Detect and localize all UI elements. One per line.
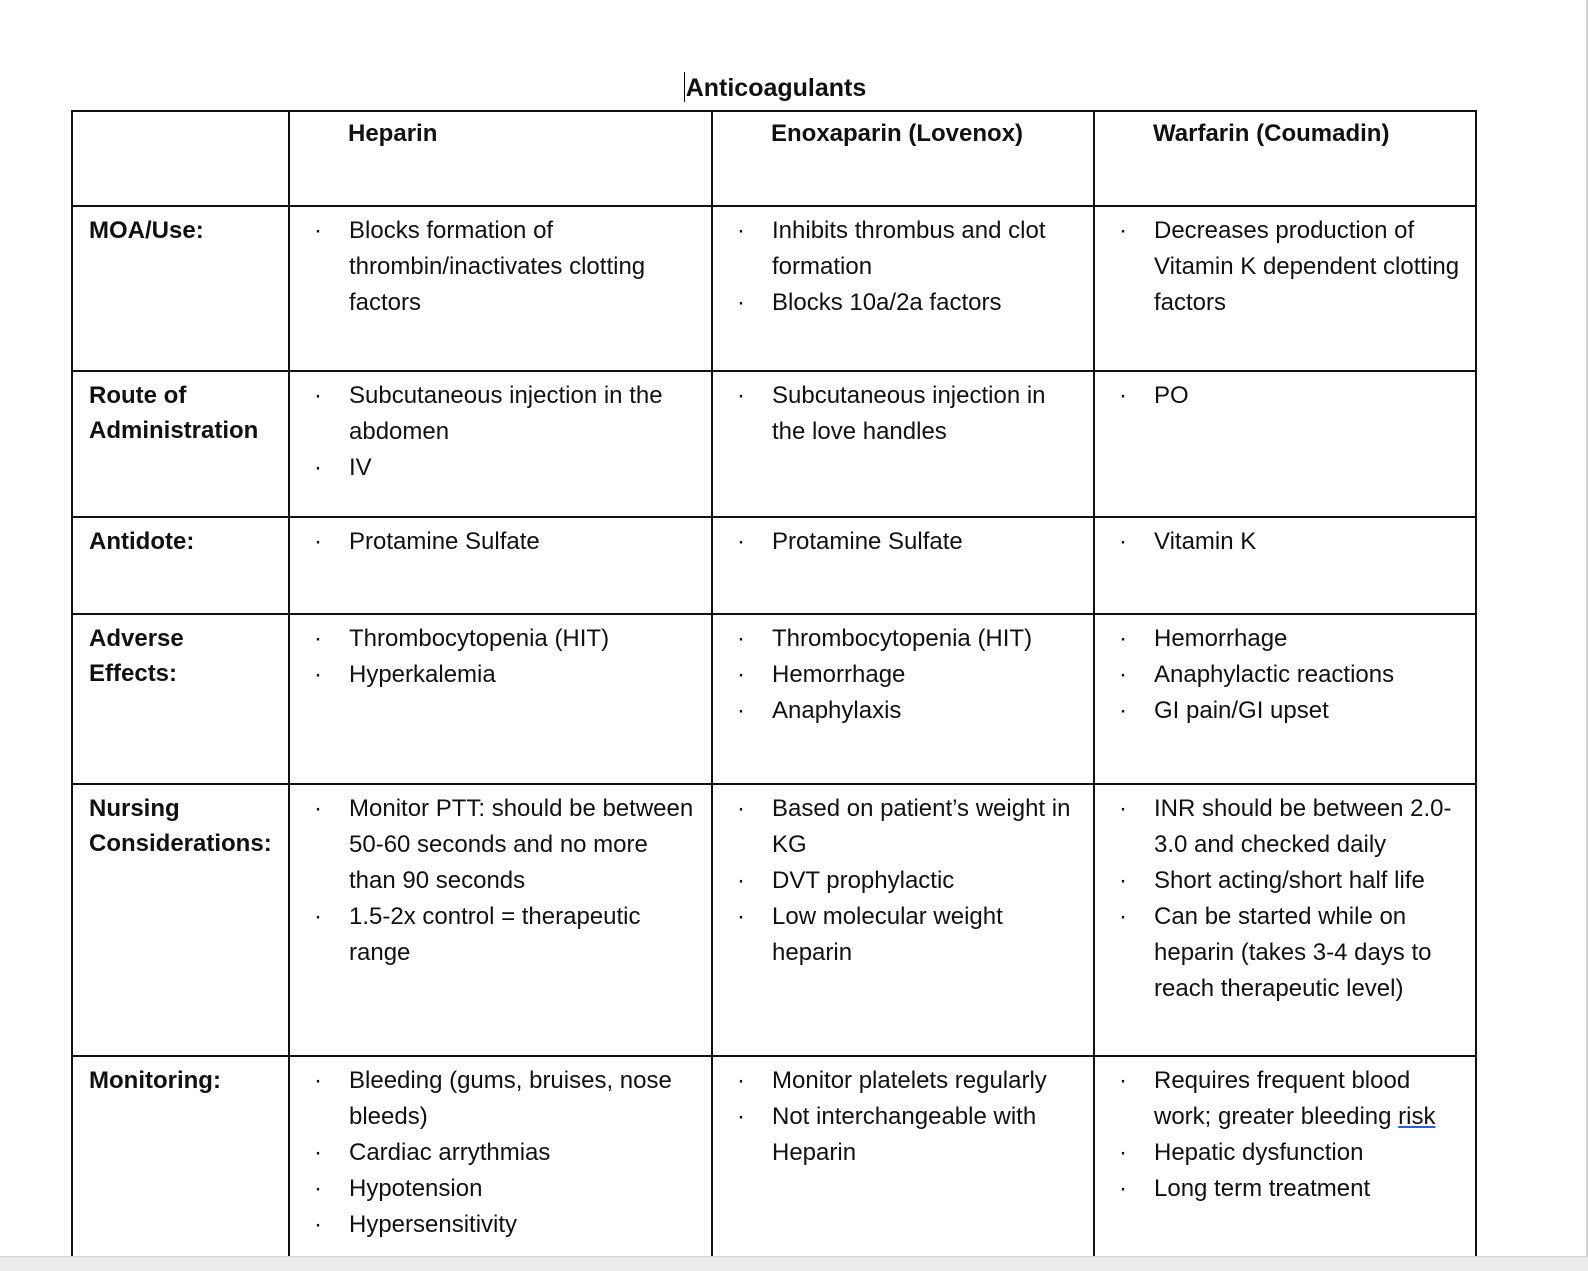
- list-item-text: Monitor platelets regularly: [772, 1067, 1047, 1094]
- bullet-icon: ·: [1119, 697, 1127, 724]
- list-item: [1111, 621, 1463, 657]
- list-item: [306, 1171, 699, 1207]
- list-item-text: Subcutaneous injection in the love handles: [772, 382, 1046, 445]
- bullet-list: [729, 1063, 1081, 1171]
- text-cursor: [684, 72, 685, 102]
- list-item-text: Can be started while on heparin (takes 3-4 days to reach therapeutic level): [1154, 903, 1432, 1002]
- bullet-icon: ·: [314, 661, 322, 688]
- bullet-icon: ·: [1119, 1175, 1127, 1202]
- list-item-text: Based on patient’s weight in KG: [772, 795, 1071, 858]
- list-item-text: Blocks formation of thrombin/inactivates clotting factors: [349, 217, 646, 316]
- bullet-list: [306, 621, 699, 693]
- list-item-text: Hemorrhage: [772, 661, 906, 688]
- list-item-text: Hypotension: [349, 1175, 483, 1202]
- list-item: [1111, 863, 1463, 899]
- bullet-list: [1111, 1063, 1463, 1207]
- bullet-icon: ·: [1119, 903, 1127, 930]
- list-item: [1111, 791, 1463, 863]
- spelling-flag[interactable]: risk: [1398, 1103, 1436, 1130]
- list-item-text: Requires frequent blood work; greater bleeding risk: [1154, 1067, 1436, 1130]
- list-item: [306, 657, 699, 693]
- list-item: [1111, 213, 1463, 321]
- table-cell: [289, 517, 712, 614]
- bullet-icon: ·: [314, 625, 322, 652]
- bullet-icon: ·: [314, 1175, 322, 1202]
- bullet-icon: ·: [1119, 661, 1127, 688]
- bullet-list: [1111, 213, 1463, 321]
- list-item-text: Hyperkalemia: [349, 661, 496, 688]
- bullet-icon: ·: [1119, 1067, 1127, 1094]
- table-row-adverse-effects: [72, 614, 1476, 784]
- list-item-text: Hemorrhage: [1154, 625, 1288, 652]
- table-cell: [712, 1056, 1094, 1256]
- bullet-icon: ·: [737, 1067, 745, 1094]
- bullet-icon: ·: [314, 1139, 322, 1166]
- header-enoxaparin: Enoxaparin (Lovenox): [712, 111, 1094, 206]
- table-row-nursing-considerations: [72, 784, 1476, 1056]
- list-item-text: PO: [1154, 382, 1189, 409]
- bullet-icon: ·: [1119, 625, 1127, 652]
- row-label: Nursing Considerations:: [72, 784, 289, 1056]
- table-row-monitoring: [72, 1056, 1476, 1256]
- list-item: [306, 213, 699, 321]
- list-item-text: Not interchangeable with Heparin: [772, 1103, 1037, 1166]
- bullet-list: [306, 524, 699, 560]
- bullet-icon: ·: [314, 217, 322, 244]
- list-item: [1111, 1135, 1463, 1171]
- table-cell: [289, 614, 712, 784]
- bullet-icon: ·: [1119, 1139, 1127, 1166]
- list-item-text: DVT prophylactic: [772, 867, 955, 894]
- list-item: [306, 621, 699, 657]
- list-item: [1111, 1171, 1463, 1207]
- list-item: [729, 693, 1081, 729]
- table-cell: [289, 206, 712, 371]
- list-item: [306, 1135, 699, 1171]
- bullet-list: [729, 524, 1081, 560]
- list-item-text: Decreases production of Vitamin K dependent clotting factors: [1154, 217, 1460, 316]
- row-label: Route of Administration: [72, 371, 289, 517]
- list-item: [1111, 524, 1463, 560]
- table-cell: [712, 371, 1094, 517]
- list-item-text: Protamine Sulfate: [349, 528, 540, 555]
- list-item-text: GI pain/GI upset: [1154, 697, 1329, 724]
- list-item: [729, 378, 1081, 450]
- list-item: [306, 524, 699, 560]
- bullet-icon: ·: [1119, 867, 1127, 894]
- bullet-list: [1111, 791, 1463, 1007]
- list-item: [306, 1207, 699, 1243]
- bullet-list: [729, 791, 1081, 971]
- bullet-list: [729, 621, 1081, 729]
- list-item-text: Anaphylaxis: [772, 697, 902, 724]
- list-item: [729, 863, 1081, 899]
- list-item: [1111, 657, 1463, 693]
- bullet-icon: ·: [737, 795, 745, 822]
- list-item: [729, 1063, 1081, 1099]
- row-label: Antidote:: [72, 517, 289, 614]
- bullet-icon: ·: [737, 697, 745, 724]
- bullet-icon: ·: [1119, 528, 1127, 555]
- bullet-list: [306, 1063, 699, 1243]
- row-label: Monitoring:: [72, 1056, 289, 1256]
- bullet-icon: ·: [737, 903, 745, 930]
- list-item: [306, 1063, 699, 1135]
- list-item: [729, 524, 1081, 560]
- table-cell: [289, 1056, 712, 1256]
- bullet-icon: ·: [737, 661, 745, 688]
- bullet-icon: ·: [1119, 795, 1127, 822]
- list-item: [729, 791, 1081, 863]
- bullet-icon: ·: [314, 903, 322, 930]
- bullet-list: [729, 213, 1081, 321]
- list-item-text: Thrombocytopenia (HIT): [349, 625, 610, 652]
- row-label: MOA/Use:: [72, 206, 289, 371]
- document-title[interactable]: [0, 72, 1550, 103]
- list-item-text: Inhibits thrombus and clot formation: [772, 217, 1046, 280]
- list-item-text: Monitor PTT: should be between 50-60 seconds and no more than 90 seconds: [349, 795, 694, 894]
- row-label: Adverse Effects:: [72, 614, 289, 784]
- list-item-text: Subcutaneous injection in the abdomen: [349, 382, 663, 445]
- table-row-moa: [72, 206, 1476, 371]
- bullet-list: [1111, 378, 1463, 414]
- list-item: [1111, 378, 1463, 414]
- list-item-text: Short acting/short half life: [1154, 867, 1425, 894]
- table-cell: [1094, 614, 1476, 784]
- bullet-icon: ·: [737, 217, 745, 244]
- table-row-route: [72, 371, 1476, 517]
- table-cell: [712, 784, 1094, 1056]
- bullet-icon: ·: [737, 528, 745, 555]
- list-item-text: Vitamin K: [1154, 528, 1257, 555]
- list-item-text: Protamine Sulfate: [772, 528, 963, 555]
- header-heparin: Heparin: [289, 111, 712, 206]
- list-item: [306, 899, 699, 971]
- list-item: [729, 621, 1081, 657]
- bullet-icon: ·: [737, 867, 745, 894]
- list-item-text: Thrombocytopenia (HIT): [772, 625, 1033, 652]
- window-bottom-edge: [0, 1256, 1588, 1271]
- list-item: [729, 285, 1081, 321]
- list-item-text: Hepatic dysfunction: [1154, 1139, 1364, 1166]
- list-item-text: Hypersensitivity: [349, 1211, 518, 1238]
- list-item: [729, 213, 1081, 285]
- list-item-text: INR should be between 2.0-3.0 and checked daily: [1154, 795, 1452, 858]
- header-blank-cell: [72, 111, 289, 206]
- bullet-icon: ·: [314, 1067, 322, 1094]
- list-item-text: Blocks 10a/2a factors: [772, 289, 1002, 316]
- anticoagulants-table: [71, 110, 1477, 1256]
- table-cell: [289, 371, 712, 517]
- list-item: [729, 657, 1081, 693]
- table-cell: [712, 614, 1094, 784]
- table-cell: [712, 517, 1094, 614]
- table-cell: [1094, 1056, 1476, 1256]
- header-warfarin: Warfarin (Coumadin): [1094, 111, 1476, 206]
- table-cell: [712, 206, 1094, 371]
- bullet-icon: ·: [1119, 217, 1127, 244]
- table-cell: [1094, 784, 1476, 1056]
- bullet-icon: ·: [314, 1211, 322, 1238]
- list-item-text: 1.5-2x control = therapeutic range: [349, 903, 641, 966]
- list-item: [1111, 899, 1463, 1007]
- list-item-text: Anaphylactic reactions: [1154, 661, 1395, 688]
- list-item: [306, 791, 699, 899]
- list-item-text: Cardiac arrythmias: [349, 1139, 551, 1166]
- bullet-list: [729, 378, 1081, 450]
- bullet-icon: ·: [737, 382, 745, 409]
- title-text: Anticoagulants: [685, 74, 867, 102]
- bullet-icon: ·: [314, 382, 322, 409]
- bullet-icon: ·: [737, 625, 745, 652]
- list-item: [1111, 1063, 1463, 1135]
- bullet-list: [306, 378, 699, 486]
- header-row: [72, 111, 1476, 206]
- bullet-list: [306, 213, 699, 321]
- list-item-text: Low molecular weight heparin: [772, 903, 1003, 966]
- bullet-icon: ·: [314, 454, 322, 481]
- list-item: [729, 899, 1081, 971]
- bullet-icon: ·: [737, 289, 745, 316]
- list-item: [729, 1099, 1081, 1171]
- list-item-text: IV: [349, 454, 372, 481]
- bullet-list: [1111, 621, 1463, 729]
- table-cell: [1094, 517, 1476, 614]
- list-item: [306, 378, 699, 450]
- list-item-text: Bleeding (gums, bruises, nose bleeds): [349, 1067, 672, 1130]
- list-item: [1111, 693, 1463, 729]
- list-item-text: Long term treatment: [1154, 1175, 1371, 1202]
- bullet-icon: ·: [314, 795, 322, 822]
- bullet-icon: ·: [737, 1103, 745, 1130]
- bullet-list: [306, 791, 699, 971]
- bullet-list: [1111, 524, 1463, 560]
- bullet-icon: ·: [1119, 382, 1127, 409]
- table-cell: [1094, 206, 1476, 371]
- table-cell: [1094, 371, 1476, 517]
- table-cell: [289, 784, 712, 1056]
- list-item: [306, 450, 699, 486]
- table-row-antidote: [72, 517, 1476, 614]
- bullet-icon: ·: [314, 528, 322, 555]
